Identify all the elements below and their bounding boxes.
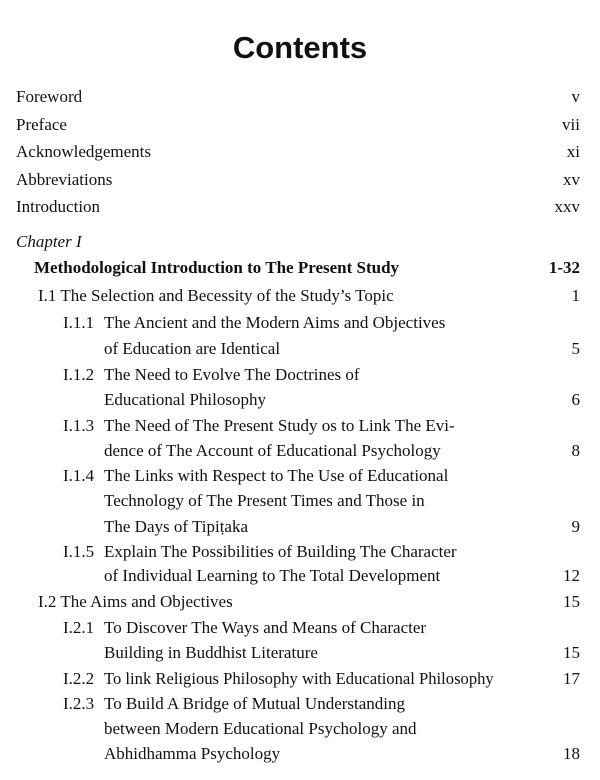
- subsection-number: I.1.5: [63, 542, 95, 561]
- toc-entry-section-i-2[interactable]: [0, 589, 600, 615]
- subsection-number: I.1.4: [63, 466, 95, 485]
- toc-entry-continuation: [0, 563, 600, 589]
- subsection-title-line: To Build A Bridge of Mutual Understanding: [104, 694, 406, 713]
- toc-entry-label: Preface: [16, 115, 67, 134]
- toc-entry-page: 5: [571, 339, 580, 358]
- section-title: The Selection and Becessity of the Study’s Topic: [60, 286, 394, 305]
- subsection-title-line: dence of The Account of Educational Psychology: [104, 441, 441, 460]
- toc-entry-introduction[interactable]: [0, 194, 600, 220]
- toc-entry-subsection-i-1-4[interactable]: [0, 463, 600, 489]
- toc-entry-subsection-i-1-5[interactable]: [0, 539, 600, 565]
- toc-entry-preface[interactable]: [0, 112, 600, 138]
- section-number: I.1: [38, 286, 57, 305]
- toc-entry-subsection-i-2-2[interactable]: [0, 666, 600, 692]
- toc-entry-label: Abbreviations: [16, 170, 113, 189]
- chapter-label-text: Chapter I: [16, 232, 82, 251]
- toc-entry-chapter-1[interactable]: [0, 255, 600, 281]
- subsection-number: I.1.1: [63, 313, 95, 332]
- subsection-title-line: The Links with Respect to The Use of Educational: [104, 466, 449, 485]
- toc-entry-page: 9: [571, 517, 580, 536]
- toc-entry-page: xi: [566, 142, 580, 161]
- toc-entry-subsection-i-1-3[interactable]: [0, 413, 600, 439]
- subsection-number: I.2.1: [63, 618, 95, 637]
- subsection-title-line: of Education are Identical: [104, 339, 281, 358]
- toc-entry-subsection-i-2-1[interactable]: [0, 615, 600, 641]
- toc-entry-page: 1: [571, 286, 580, 305]
- toc-entry-continuation: [0, 716, 600, 742]
- toc-entry-continuation: [0, 640, 600, 666]
- toc-entry-page: xxv: [554, 197, 580, 216]
- toc-entry-subsection-i-1-2[interactable]: [0, 362, 600, 388]
- subsection-title-line: The Need of The Present Study os to Link The Evi-: [104, 416, 455, 435]
- subsection-title-line: Explain The Possibilities of Building The Character: [104, 542, 457, 561]
- toc-entry-continuation: [0, 741, 600, 767]
- subsection-number: I.1.2: [63, 365, 95, 384]
- section-title: The Aims and Objectives: [60, 592, 233, 611]
- toc-entry-page: xv: [563, 170, 580, 189]
- toc-entry-page: 8: [571, 441, 580, 460]
- subsection-title-line: The Ancient and the Modern Aims and Objectives: [104, 313, 446, 332]
- subsection-title-line: Technology of The Present Times and Those in: [104, 491, 425, 510]
- chapter-title: Methodological Introduction to The Present Study: [34, 258, 400, 277]
- section-number: I.2: [38, 592, 57, 611]
- toc-entry-acknowledgements[interactable]: [0, 139, 600, 165]
- toc-entry-abbreviations[interactable]: [0, 167, 600, 193]
- toc-entry-page: vii: [562, 115, 580, 134]
- toc-entry-subsection-i-2-3[interactable]: [0, 691, 600, 717]
- toc-entry-subsection-i-1-1[interactable]: [0, 310, 600, 336]
- subsection-title-line: Abhidhamma Psychology: [104, 744, 281, 763]
- toc-entry-foreword[interactable]: [0, 84, 600, 110]
- subsection-title-line: between Modern Educational Psychology and: [104, 719, 417, 738]
- toc-entry-label: Acknowledgements: [16, 142, 152, 161]
- page-title: Contents: [232, 30, 368, 65]
- toc-entry-page: 17: [563, 669, 580, 688]
- subsection-number: I.2.2: [63, 669, 95, 688]
- subsection-title-line: Building in Buddhist Literature: [104, 643, 318, 662]
- toc-entry-label: Foreword: [16, 87, 83, 106]
- toc-entry-page: 12: [563, 566, 580, 585]
- subsection-title-line: The Days of Tipiṭaka: [104, 517, 249, 536]
- subsection-title-line: The Need to Evolve The Doctrines of: [104, 365, 360, 384]
- toc-entry-continuation: [0, 387, 600, 413]
- subsection-title-line: Educational Philosophy: [104, 390, 266, 409]
- subsection-title-line: of Individual Learning to The Total Development: [104, 566, 441, 585]
- subsection-number: I.2.3: [63, 694, 95, 713]
- chapter-pages: 1-32: [548, 258, 580, 277]
- toc-entry-page: v: [571, 87, 580, 106]
- toc-entry-continuation: [0, 336, 600, 362]
- subsection-title-line: To Discover The Ways and Means of Character: [104, 618, 427, 637]
- toc-entry-page: 18: [563, 744, 580, 763]
- toc-entry-page: 15: [563, 643, 580, 662]
- toc-entry-continuation: [0, 488, 600, 514]
- toc-entry-label: Introduction: [16, 197, 101, 216]
- chapter-label: [0, 229, 600, 255]
- subsection-number: I.1.3: [63, 416, 95, 435]
- toc-entry-page: 15: [563, 592, 580, 611]
- toc-entry-continuation: [0, 514, 600, 540]
- toc-entry-section-i-1[interactable]: [0, 283, 600, 309]
- subsection-title-line: To link Religious Philosophy with Educational Philosophy: [104, 669, 494, 688]
- toc-entry-continuation: [0, 438, 600, 464]
- toc-entry-page: 6: [571, 390, 580, 409]
